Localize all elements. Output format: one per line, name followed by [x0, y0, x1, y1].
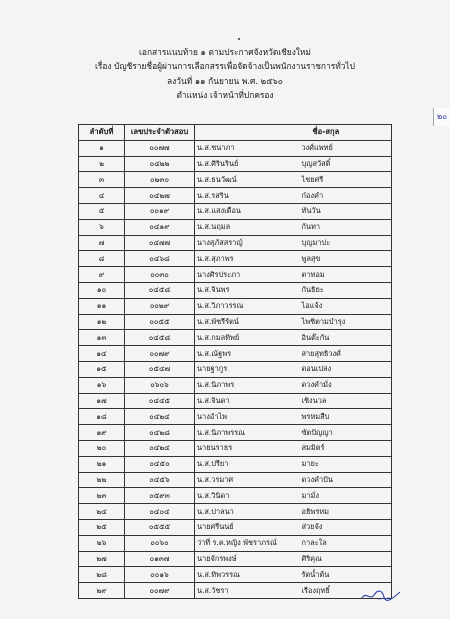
table-row [79, 519, 392, 535]
cell-order: ๑๒ [79, 314, 125, 330]
cell-first-name: น.ส.พัชรีรัตน์ [195, 314, 299, 330]
cell-first-name: น.ส.กมลทิพย์ [195, 330, 299, 346]
cell-last-name: ดอนเปล่ง [299, 361, 392, 377]
cell-exam-id: ๐๐๓๐ [125, 267, 195, 283]
cell-first-name: น.ส.วรมาศ [195, 472, 299, 488]
cell-first-name: น.ส.นิภาพรรณ [195, 425, 299, 441]
cell-order: ๑๔ [79, 346, 125, 362]
cell-order: ๑๖ [79, 377, 125, 393]
table-row [79, 535, 392, 551]
signature-mark [360, 587, 402, 603]
table-row [79, 409, 392, 425]
cell-last-name: สายสุทธิวงศ์ [299, 346, 392, 362]
table-row [79, 282, 392, 298]
cell-order: ๑๓ [79, 330, 125, 346]
cell-order: ๕ [79, 203, 125, 219]
table-row [79, 567, 392, 583]
doc-heading: เอกสารแนบท้าย ๑ ตามประกาศจังหวัดเชียงใหม่ [139, 47, 311, 57]
table-row [79, 583, 392, 599]
cell-exam-id: ๐๐๗๙ [125, 346, 195, 362]
cell-last-name: เชิงนวล [299, 393, 392, 409]
doc-date: ลงวันที่ ๑๑ กันยายน พ.ศ. ๒๕๖๐ [167, 76, 283, 86]
cell-last-name: ซัตปัญญา [299, 425, 392, 441]
table-row [79, 251, 392, 267]
cell-last-name: ดวงคำมั่ง [299, 377, 392, 393]
cell-order: ๔ [79, 188, 125, 204]
col-header-spacer [195, 125, 299, 141]
cell-order: ๑๙ [79, 425, 125, 441]
cell-last-name: รัตน์ำต้น [299, 567, 392, 583]
cell-exam-id: ๐๑๓๗ [125, 551, 195, 567]
cell-last-name: พรหมสืบ [299, 409, 392, 425]
doc-position: ตำแหน่ง เจ้าหน้าที่ปกครอง [176, 90, 274, 100]
cell-order: ๒๐ [79, 440, 125, 456]
cell-exam-id: ๐๔๔๕ [125, 393, 195, 409]
cell-last-name: ทันวัน [299, 203, 392, 219]
cell-first-name: นายศรีนนย์ [195, 519, 299, 535]
table-row [79, 203, 392, 219]
cell-exam-id: ๐๔๐๔ [125, 504, 195, 520]
cell-last-name: อินต๊ะกัน [299, 330, 392, 346]
cell-first-name: น.ส.ชนาภา [195, 140, 299, 156]
cell-first-name: น.ส.แสงเดือน [195, 203, 299, 219]
cell-last-name: อธิพรหม [299, 504, 392, 520]
cell-last-name: ดวงคำปัน [299, 472, 392, 488]
cell-exam-id: ๐๔๒๘ [125, 425, 195, 441]
cell-order: ๑๗ [79, 393, 125, 409]
cell-first-name: น.ส.จินดา [195, 393, 299, 409]
table-header-row [79, 125, 392, 141]
cell-last-name: ก๋องคำ [299, 188, 392, 204]
cell-exam-id: ๐๒๓๐ [125, 172, 195, 188]
cell-exam-id: ๐๔๕๖ [125, 472, 195, 488]
cell-order: ๒๘ [79, 567, 125, 583]
cell-last-name: ตาทอม [299, 267, 392, 283]
col-header-order: ลำดับที่ [79, 125, 125, 141]
cell-last-name: วงศ์แพทย์ [299, 140, 392, 156]
cell-exam-id: ๐๔๒๔ [125, 409, 195, 425]
cell-first-name: น.ส.รสริน [195, 188, 299, 204]
cell-last-name: ส่วยจัง [299, 519, 392, 535]
cell-last-name: ไชยศรี [299, 172, 392, 188]
cell-first-name: นายฐากูร [195, 361, 299, 377]
cell-first-name: น.ส.ปรียา [195, 456, 299, 472]
cell-last-name: มายะ [299, 456, 392, 472]
table-row [79, 314, 392, 330]
table-row [79, 472, 392, 488]
cell-exam-id: ๐๐๗๗ [125, 140, 195, 156]
cell-first-name: นายนราธร [195, 440, 299, 456]
cell-first-name: น.ส.ศิรินรินย์ [195, 156, 299, 172]
cell-exam-id: ๐๐๒๙ [125, 298, 195, 314]
cell-first-name: น.ส.นฤมล [195, 219, 299, 235]
scan-speck [238, 38, 240, 40]
cell-order: ๒๒ [79, 472, 125, 488]
cell-order: ๑๑ [79, 298, 125, 314]
table-row [79, 361, 392, 377]
table-row [79, 551, 392, 567]
cell-exam-id: ๐๐๗๙ [125, 583, 195, 599]
table-row [79, 456, 392, 472]
candidate-table [78, 124, 392, 599]
cell-exam-id: ๐๐๑๖ [125, 567, 195, 583]
table-row [79, 219, 392, 235]
table-row [79, 504, 392, 520]
table-row [79, 140, 392, 156]
cell-order: ๙ [79, 267, 125, 283]
cell-order: ๖ [79, 219, 125, 235]
table-row [79, 330, 392, 346]
table-row [79, 377, 392, 393]
cell-last-name: กันทา [299, 219, 392, 235]
cell-order: ๒๗ [79, 551, 125, 567]
cell-exam-id: ๐๔๒๒ [125, 156, 195, 172]
cell-exam-id: ๐๖๐๖ [125, 377, 195, 393]
cell-order: ๑ [79, 140, 125, 156]
cell-order: ๑๕ [79, 361, 125, 377]
table-row [79, 267, 392, 283]
cell-exam-id: ๐๔๕๘ [125, 282, 195, 298]
table-row [79, 346, 392, 362]
cell-exam-id: ๐๔๗๗ [125, 235, 195, 251]
cell-order: ๒ [79, 156, 125, 172]
cell-exam-id: ๐๐๖๐ [125, 535, 195, 551]
cell-first-name: น.ส.ธนวัฒน์ [195, 172, 299, 188]
cell-first-name: น.ส.จินพร [195, 282, 299, 298]
cell-exam-id: ๐๕๔๗ [125, 361, 195, 377]
table-row [79, 235, 392, 251]
cell-first-name: นายจักรพงษ์ [195, 551, 299, 567]
col-header-exam-id: เลขประจำตัวสอบ [125, 125, 195, 141]
cell-last-name: กันธิยะ [299, 282, 392, 298]
cell-last-name: ไอแจ้ง [299, 298, 392, 314]
cell-exam-id: ๐๔๒๔ [125, 440, 195, 456]
table-row [79, 440, 392, 456]
cell-last-name: มามั่ง [299, 488, 392, 504]
cell-last-name: บุญสวัสดิ์ [299, 156, 392, 172]
cell-exam-id: ๐๐๕๕ [125, 314, 195, 330]
cell-exam-id: ๐๐๑๙ [125, 203, 195, 219]
cell-order: ๓ [79, 172, 125, 188]
cell-order: ๑๐ [79, 282, 125, 298]
cell-order: ๒๖ [79, 535, 125, 551]
cell-first-name: น.ส.ณัฐพร [195, 346, 299, 362]
cell-last-name: บุญมาปะ [299, 235, 392, 251]
cell-first-name: น.ส.วินิดา [195, 488, 299, 504]
side-tab-number: ๒๐ [433, 108, 450, 126]
table-row [79, 298, 392, 314]
cell-last-name: พูลสุข [299, 251, 392, 267]
cell-last-name: สมมิตร์ [299, 440, 392, 456]
cell-exam-id: ๐๔๕๐ [125, 456, 195, 472]
cell-first-name: น.ส.นิภาพร [195, 377, 299, 393]
cell-exam-id: ๐๔๒๗ [125, 188, 195, 204]
table-row [79, 172, 392, 188]
cell-exam-id: ๐๔๑๙ [125, 219, 195, 235]
table-row [79, 393, 392, 409]
cell-exam-id: ๐๔๖๘ [125, 251, 195, 267]
table-row [79, 188, 392, 204]
cell-first-name: น.ส.วัชรา [195, 583, 299, 599]
table-row [79, 156, 392, 172]
cell-exam-id: ๐๔๕๘ [125, 330, 195, 346]
table-row [79, 488, 392, 504]
col-header-name: ชื่อ-สกุล [299, 125, 392, 141]
cell-last-name: เรืองฤทธิ์ [299, 583, 392, 599]
cell-first-name: นางสุภัสสราญ์ [195, 235, 299, 251]
cell-order: ๒๑ [79, 456, 125, 472]
cell-first-name: นางศิรประภา [195, 267, 299, 283]
cell-order: ๒๓ [79, 488, 125, 504]
cell-order: ๒๔ [79, 504, 125, 520]
doc-subject: เรื่อง บัญชีรายชื่อผู้ผ่านการเลือกสรรเพื่อจัดจ้างเป็นพนักงานราชการทั่วไป [95, 61, 355, 71]
cell-last-name: ศิริคุณ [299, 551, 392, 567]
cell-exam-id: ๐๕๙๓ [125, 488, 195, 504]
cell-order: ๘ [79, 251, 125, 267]
cell-last-name: ไพชิตามบำรุง [299, 314, 392, 330]
cell-first-name: ว่าที่ ร.ต.หญิง พัชราภรณ์ [195, 535, 299, 551]
cell-first-name: น.ส.สุภาพร [195, 251, 299, 267]
cell-order: ๒๕ [79, 519, 125, 535]
cell-first-name: น.ส.ปาลนา [195, 504, 299, 520]
cell-order: ๑๘ [79, 409, 125, 425]
cell-order: ๒๙ [79, 583, 125, 599]
cell-last-name: กาละใล [299, 535, 392, 551]
table-row [79, 425, 392, 441]
cell-exam-id: ๐๕๕๕ [125, 519, 195, 535]
cell-first-name: นางอำไพ [195, 409, 299, 425]
cell-first-name: น.ส.ทิพวรรณ [195, 567, 299, 583]
cell-order: ๗ [79, 235, 125, 251]
cell-first-name: น.ส.วิภาวรรณ [195, 298, 299, 314]
